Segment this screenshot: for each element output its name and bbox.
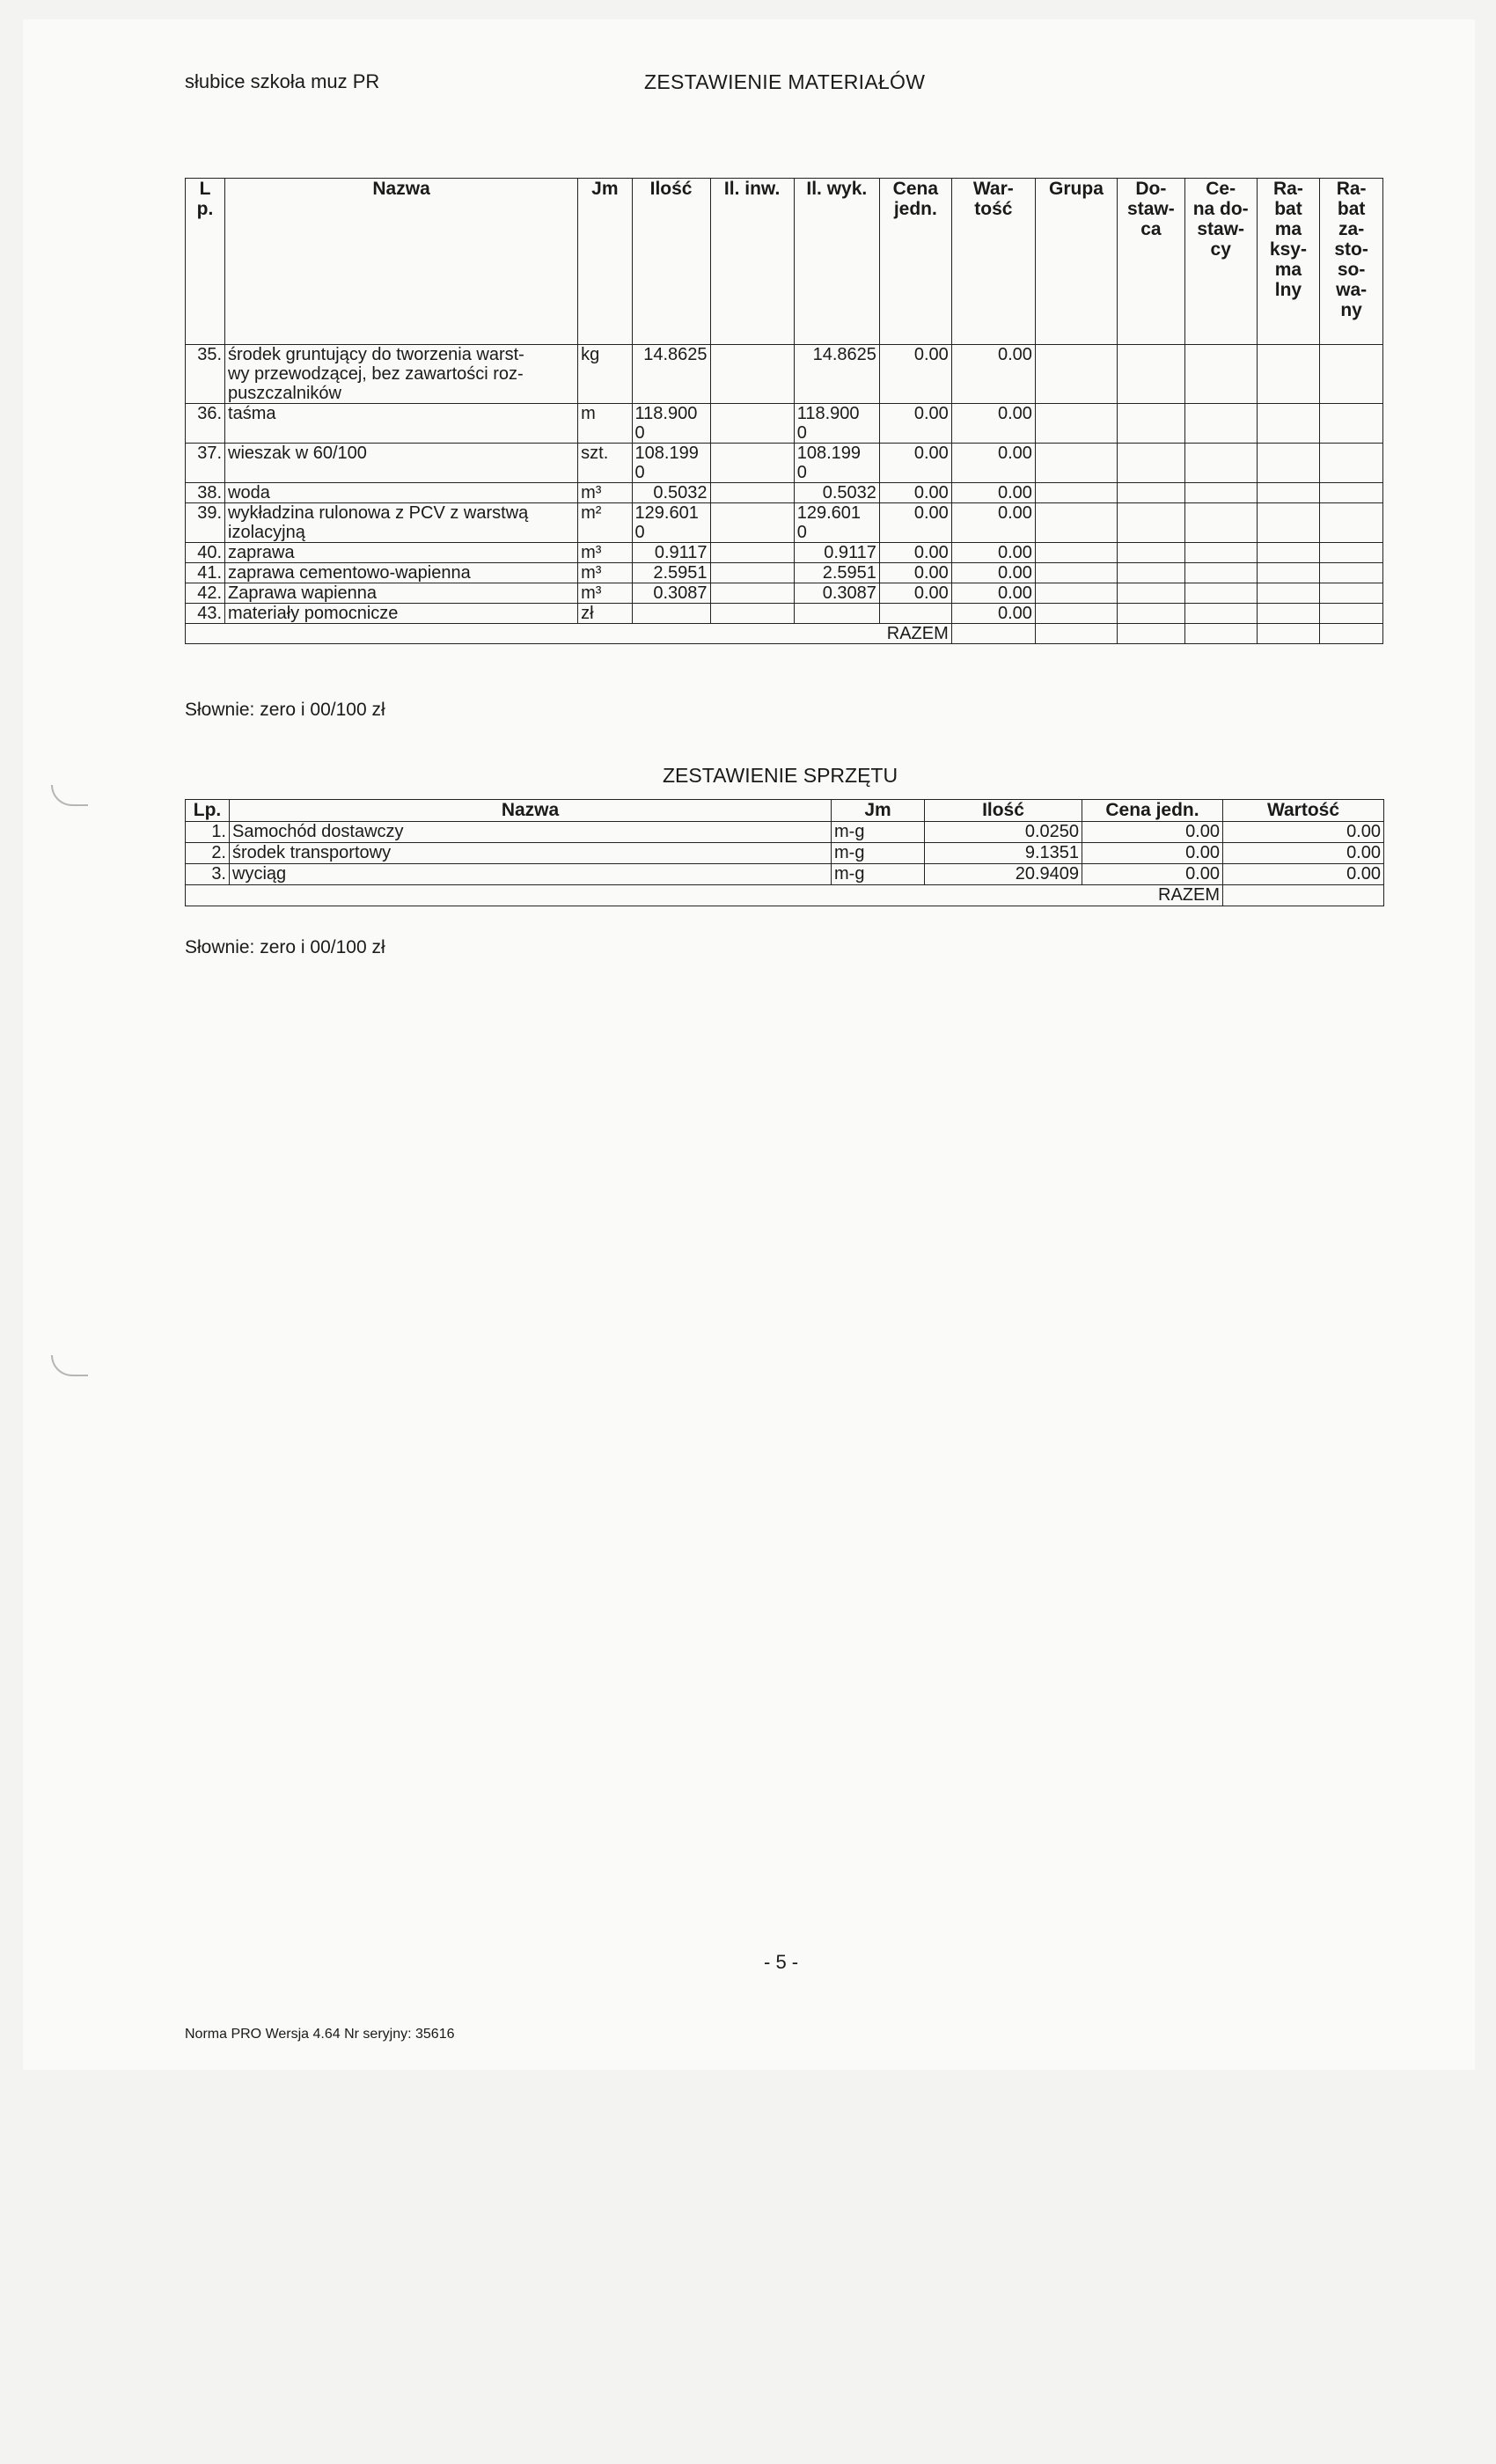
col-jm: Jm <box>578 179 632 345</box>
eq-row-ilosc: 0.0250 <box>925 822 1082 843</box>
row-ilosc: 0.5032 <box>632 483 710 503</box>
eq-row-lp: 2. <box>186 843 230 864</box>
row-nazwa: taśma <box>225 404 578 444</box>
eq-row-nazwa: wyciąg <box>230 864 832 885</box>
row-wartosc: 0.00 <box>951 483 1035 503</box>
row-cena-dostawcy <box>1184 543 1257 563</box>
col-grupa: Grupa <box>1035 179 1117 345</box>
row-rabat-zast <box>1320 404 1383 444</box>
equipment-table <box>185 799 1384 906</box>
row-cena: 0.00 <box>879 503 951 543</box>
row-nazwa: zaprawa <box>225 543 578 563</box>
row-jm: m³ <box>578 543 632 563</box>
row-jm: szt. <box>578 444 632 483</box>
total-label: RAZEM <box>186 624 952 644</box>
row-lp: 39. <box>186 503 225 543</box>
row-nazwa: materiały pomocnicze <box>225 604 578 624</box>
row-grupa <box>1035 543 1117 563</box>
row-rabat-zast <box>1320 483 1383 503</box>
eq-row-jm: m-g <box>832 822 925 843</box>
row-il-wyk: 0.9117 <box>794 543 879 563</box>
row-lp: 40. <box>186 543 225 563</box>
total-cell <box>1184 624 1257 644</box>
row-ilosc: 14.8625 <box>632 345 710 404</box>
table-row <box>186 822 1384 843</box>
eq-row-cena: 0.00 <box>1082 822 1223 843</box>
row-dostawca <box>1118 583 1185 604</box>
row-ilosc: 0.3087 <box>632 583 710 604</box>
row-cena <box>879 604 951 624</box>
row-grupa <box>1035 503 1117 543</box>
eq-row-lp: 1. <box>186 822 230 843</box>
table-row <box>186 604 1383 624</box>
row-rabat-zast <box>1320 444 1383 483</box>
row-cena-dostawcy <box>1184 404 1257 444</box>
row-jm: m³ <box>578 583 632 604</box>
row-jm: m³ <box>578 563 632 583</box>
row-jm: zł <box>578 604 632 624</box>
row-grupa <box>1035 483 1117 503</box>
row-wartosc: 0.00 <box>951 543 1035 563</box>
row-jm: m³ <box>578 483 632 503</box>
row-rabat-maks <box>1257 583 1320 604</box>
col-il-inw: Il. inw. <box>710 179 794 345</box>
row-rabat-maks <box>1257 503 1320 543</box>
total-row <box>186 885 1384 906</box>
col-cena-dostawcy: Ce- na do- staw- cy <box>1184 179 1257 345</box>
row-cena: 0.00 <box>879 483 951 503</box>
row-il-wyk: 129.601 0 <box>794 503 879 543</box>
row-rabat-maks <box>1257 444 1320 483</box>
row-nazwa: wykładzina rulonowa z PCV z warstwą izolacyjną <box>225 503 578 543</box>
row-il-inw <box>710 345 794 404</box>
row-jm: m² <box>578 503 632 543</box>
row-rabat-maks <box>1257 604 1320 624</box>
row-ilosc: 108.199 0 <box>632 444 710 483</box>
row-il-wyk <box>794 604 879 624</box>
row-cena: 0.00 <box>879 404 951 444</box>
row-nazwa: zaprawa cementowo-wapienna <box>225 563 578 583</box>
eq-row-cena: 0.00 <box>1082 843 1223 864</box>
eq-col-cena: Cena jedn. <box>1082 800 1223 822</box>
total-cell <box>1035 624 1117 644</box>
total-cell <box>1223 885 1384 906</box>
row-cena-dostawcy <box>1184 583 1257 604</box>
row-dostawca <box>1118 604 1185 624</box>
row-cena: 0.00 <box>879 583 951 604</box>
row-grupa <box>1035 345 1117 404</box>
row-ilosc: 2.5951 <box>632 563 710 583</box>
row-rabat-maks <box>1257 563 1320 583</box>
row-rabat-zast <box>1320 503 1383 543</box>
eq-row-jm: m-g <box>832 843 925 864</box>
col-ilosc: Ilość <box>632 179 710 345</box>
row-dostawca <box>1118 503 1185 543</box>
row-il-inw <box>710 503 794 543</box>
page-number: - 5 - <box>764 1951 799 1973</box>
total-label: RAZEM <box>186 885 1223 906</box>
col-lp: L p. <box>186 179 225 345</box>
eq-row-nazwa: środek transportowy <box>230 843 832 864</box>
row-dostawca <box>1118 444 1185 483</box>
row-nazwa: Zaprawa wapienna <box>225 583 578 604</box>
row-grupa <box>1035 604 1117 624</box>
row-il-wyk: 0.3087 <box>794 583 879 604</box>
total-cell <box>951 624 1035 644</box>
row-il-inw <box>710 404 794 444</box>
col-wartosc: War- tość <box>951 179 1035 345</box>
row-ilosc: 0.9117 <box>632 543 710 563</box>
slownie-equipment: Słownie: zero i 00/100 zł <box>185 937 385 957</box>
eq-row-cena: 0.00 <box>1082 864 1223 885</box>
table-row <box>186 843 1384 864</box>
row-wartosc: 0.00 <box>951 404 1035 444</box>
row-wartosc: 0.00 <box>951 583 1035 604</box>
total-row <box>186 624 1383 644</box>
row-rabat-zast <box>1320 345 1383 404</box>
total-cell <box>1118 624 1185 644</box>
row-lp: 41. <box>186 563 225 583</box>
row-il-wyk: 0.5032 <box>794 483 879 503</box>
row-il-inw <box>710 583 794 604</box>
row-il-inw <box>710 604 794 624</box>
table-row <box>186 503 1383 543</box>
project-name: słubice szkoła muz PR <box>185 70 380 92</box>
table-row <box>186 483 1383 503</box>
row-wartosc: 0.00 <box>951 563 1035 583</box>
row-dostawca <box>1118 543 1185 563</box>
row-dostawca <box>1118 563 1185 583</box>
row-lp: 36. <box>186 404 225 444</box>
row-wartosc: 0.00 <box>951 503 1035 543</box>
row-lp: 35. <box>186 345 225 404</box>
col-dostawca: Do- staw- ca <box>1118 179 1185 345</box>
row-nazwa: wieszak w 60/100 <box>225 444 578 483</box>
row-wartosc: 0.00 <box>951 604 1035 624</box>
row-ilosc <box>632 604 710 624</box>
row-cena-dostawcy <box>1184 503 1257 543</box>
eq-col-jm: Jm <box>832 800 925 822</box>
eq-row-wartosc: 0.00 <box>1223 843 1384 864</box>
table-row <box>186 444 1383 483</box>
eq-row-nazwa: Samochód dostawczy <box>230 822 832 843</box>
row-rabat-maks <box>1257 404 1320 444</box>
row-wartosc: 0.00 <box>951 345 1035 404</box>
eq-row-ilosc: 20.9409 <box>925 864 1082 885</box>
row-cena-dostawcy <box>1184 563 1257 583</box>
eq-row-lp: 3. <box>186 864 230 885</box>
total-cell <box>1320 624 1383 644</box>
row-wartosc: 0.00 <box>951 444 1035 483</box>
table-row <box>186 345 1383 404</box>
col-rabat-zast: Ra- bat za- sto- so- wa- ny <box>1320 179 1383 345</box>
row-cena-dostawcy <box>1184 444 1257 483</box>
row-cena: 0.00 <box>879 563 951 583</box>
eq-col-nazwa: Nazwa <box>230 800 832 822</box>
row-grupa <box>1035 563 1117 583</box>
eq-row-jm: m-g <box>832 864 925 885</box>
eq-row-wartosc: 0.00 <box>1223 864 1384 885</box>
row-lp: 38. <box>186 483 225 503</box>
row-cena-dostawcy <box>1184 345 1257 404</box>
row-il-wyk: 108.199 0 <box>794 444 879 483</box>
equipment-title: ZESTAWIENIE SPRZĘTU <box>663 764 898 787</box>
row-lp: 42. <box>186 583 225 604</box>
table-row <box>186 404 1383 444</box>
row-il-wyk: 14.8625 <box>794 345 879 404</box>
eq-row-wartosc: 0.00 <box>1223 822 1384 843</box>
eq-col-wartosc: Wartość <box>1223 800 1384 822</box>
row-il-inw <box>710 444 794 483</box>
row-rabat-zast <box>1320 604 1383 624</box>
footer-software: Norma PRO Wersja 4.64 Nr seryjny: 35616 <box>185 2027 455 2042</box>
row-il-wyk: 2.5951 <box>794 563 879 583</box>
row-il-inw <box>710 543 794 563</box>
page-title: ZESTAWIENIE MATERIAŁÓW <box>644 70 926 93</box>
row-cena-dostawcy <box>1184 604 1257 624</box>
row-il-inw <box>710 563 794 583</box>
table-row <box>186 563 1383 583</box>
row-rabat-maks <box>1257 543 1320 563</box>
row-dostawca <box>1118 345 1185 404</box>
slownie-materials: Słownie: zero i 00/100 zł <box>185 700 385 720</box>
row-grupa <box>1035 404 1117 444</box>
row-jm: m <box>578 404 632 444</box>
table-row <box>186 583 1383 604</box>
col-cena: Cena jedn. <box>879 179 951 345</box>
row-cena: 0.00 <box>879 444 951 483</box>
total-cell <box>1257 624 1320 644</box>
row-jm: kg <box>578 345 632 404</box>
row-lp: 43. <box>186 604 225 624</box>
col-nazwa: Nazwa <box>225 179 578 345</box>
row-cena: 0.00 <box>879 345 951 404</box>
row-cena: 0.00 <box>879 543 951 563</box>
row-ilosc: 118.900 0 <box>632 404 710 444</box>
col-rabat-maks: Ra- bat ma ksy- ma lny <box>1257 179 1320 345</box>
row-grupa <box>1035 583 1117 604</box>
row-dostawca <box>1118 404 1185 444</box>
row-il-wyk: 118.900 0 <box>794 404 879 444</box>
row-rabat-maks <box>1257 345 1320 404</box>
materials-table <box>185 178 1383 644</box>
row-nazwa: woda <box>225 483 578 503</box>
row-rabat-maks <box>1257 483 1320 503</box>
row-rabat-zast <box>1320 543 1383 563</box>
row-rabat-zast <box>1320 563 1383 583</box>
eq-row-ilosc: 9.1351 <box>925 843 1082 864</box>
row-ilosc: 129.601 0 <box>632 503 710 543</box>
row-il-inw <box>710 483 794 503</box>
table-row <box>186 543 1383 563</box>
col-il-wyk: Il. wyk. <box>794 179 879 345</box>
row-lp: 37. <box>186 444 225 483</box>
row-cena-dostawcy <box>1184 483 1257 503</box>
row-dostawca <box>1118 483 1185 503</box>
eq-col-lp: Lp. <box>186 800 230 822</box>
row-grupa <box>1035 444 1117 483</box>
row-rabat-zast <box>1320 583 1383 604</box>
row-nazwa: środek gruntujący do tworzenia warst- wy przewodzącej, bez zawartości roz- puszczalników <box>225 345 578 404</box>
table-row <box>186 864 1384 885</box>
eq-col-ilosc: Ilość <box>925 800 1082 822</box>
